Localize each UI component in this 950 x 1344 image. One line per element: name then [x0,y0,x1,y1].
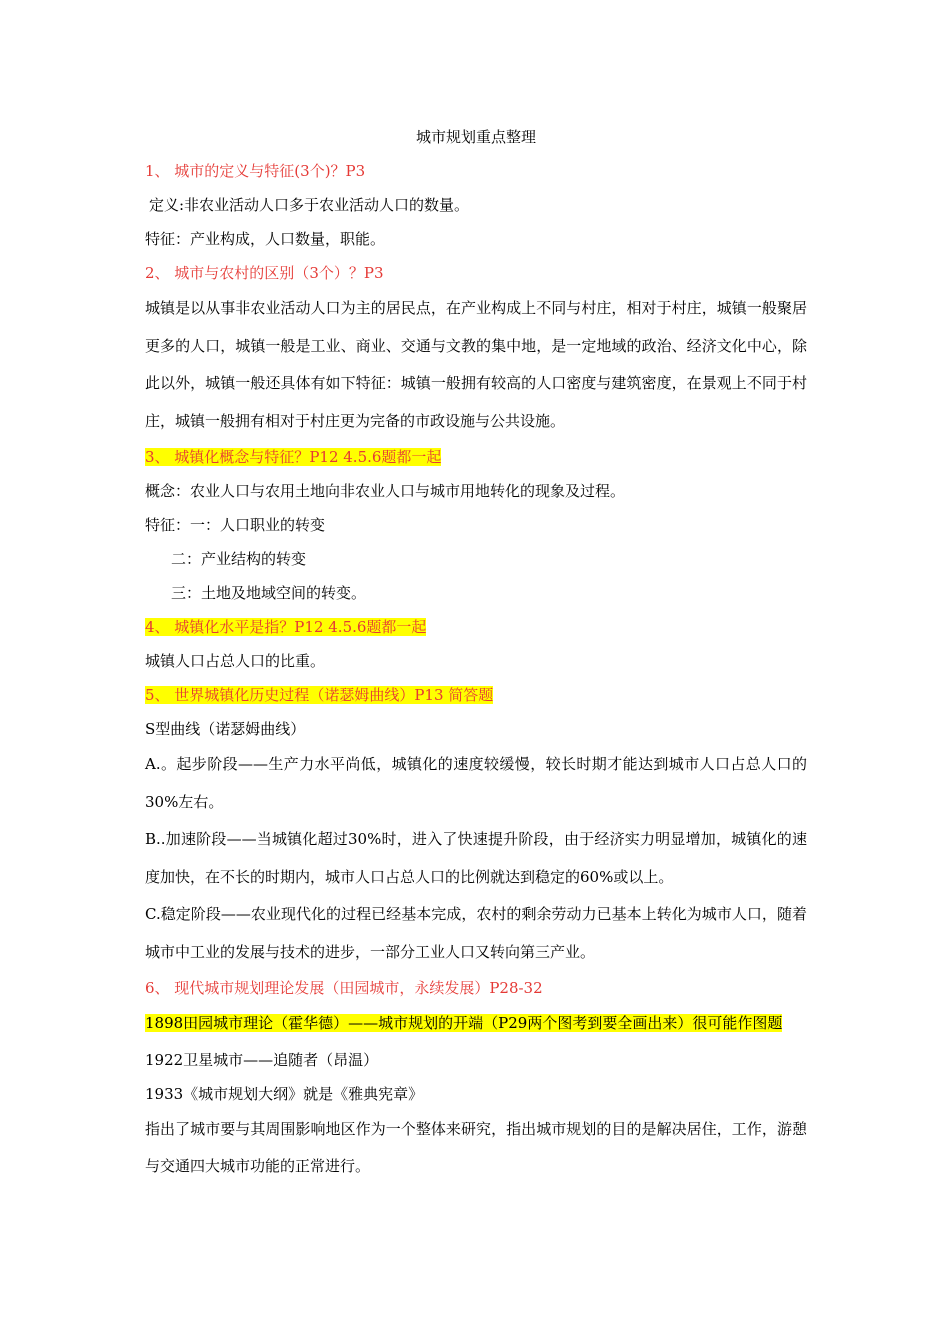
text-line: 特征：产业构成，人口数量，职能。 [145,230,386,248]
text-line: 城镇人口占总人口的比重。 [145,652,326,670]
highlighted-text: 1898田园城市理论（霍华德）——城市规划的开端（P29两个图考到要全画出来）很可能作图题 [145,1014,783,1032]
document-title: 城市规划重点整理 [415,128,536,146]
text-line: 三：土地及地域空间的转变。 [171,584,367,602]
paragraph: 指出了城市要与其周围影响地区作为一个整体来研究，指出城市规划的目的是解决居住，工作，游憩与交通四大城市功能的正常进行。 [145,1119,807,1175]
document-body [145,124,807,1186]
section-heading: 1、 城市的定义与特征(3个)？P3 [145,162,366,180]
paragraph: A.。起步阶段——生产力水平尚低，城镇化的速度较缓慢，较长时期才能达到城市人口占总人口的30%左右。 [145,755,807,811]
paragraph: B..加速阶段——当城镇化超过30%时，进入了快速提升阶段，由于经济实力明显增加，城镇化的速度加快，在不长的时期内，城市人口占总人口的比例就达到稳定的60%或以上。 [145,830,807,886]
text-line: 特征：一：人口职业的转变 [145,516,326,534]
text-line: S型曲线（诺瑟姆曲线） [145,720,306,738]
section-heading [145,678,807,712]
highlighted-text: 3、 城镇化概念与特征？P12 4.5.6题都一起 [145,448,442,466]
paragraph [145,1005,807,1043]
text-line: 概念：农业人口与农用土地向非农业人口与城市用地转化的现象及过程。 [145,482,626,500]
text-line: 1933《城市规划大纲》就是《雅典宪章》 [145,1084,424,1103]
section-heading: 2、 城市与农村的区别（3个）？P3 [145,264,384,282]
text-line: 定义:非农业活动人口多于农业活动人口的数量。 [149,196,470,214]
section-heading [145,610,807,644]
paragraph: C.稳定阶段——农业现代化的过程已经基本完成，农村的剩余劳动力已基本上转化为城市人口，随着城市中工业的发展与技术的进步，一部分工业人口又转向第三产业。 [145,905,807,961]
section-heading: 6、 现代城市规划理论发展（田园城市，永续发展）P28-32 [145,979,543,997]
text-line: 二：产业结构的转变 [171,550,307,568]
document-blocks [145,154,807,1186]
highlighted-text: 4、 城镇化水平是指？P12 4.5.6题都一起 [145,618,427,636]
section-heading [145,440,807,474]
paragraph: 城镇是以从事非农业活动人口为主的居民点，在产业构成上不同与村庄，相对于村庄，城镇一般聚居更多的人口，城镇一般是工业、商业、交通与文教的集中地，是一定地域的政治、经济文化中心，除此以外，城镇一般还具体有如下特征：城镇一般拥有较高的人口密度与建筑密度，在景观上不同于村庄，城镇一般拥有相对于村庄更为完备的市政设施与公共设施。 [145,299,807,430]
text-line: 1922卫星城市——追随者（昂温） [145,1050,379,1069]
highlighted-text: 5、 世界城镇化历史过程（诺瑟姆曲线）P13 简答题 [145,686,494,704]
